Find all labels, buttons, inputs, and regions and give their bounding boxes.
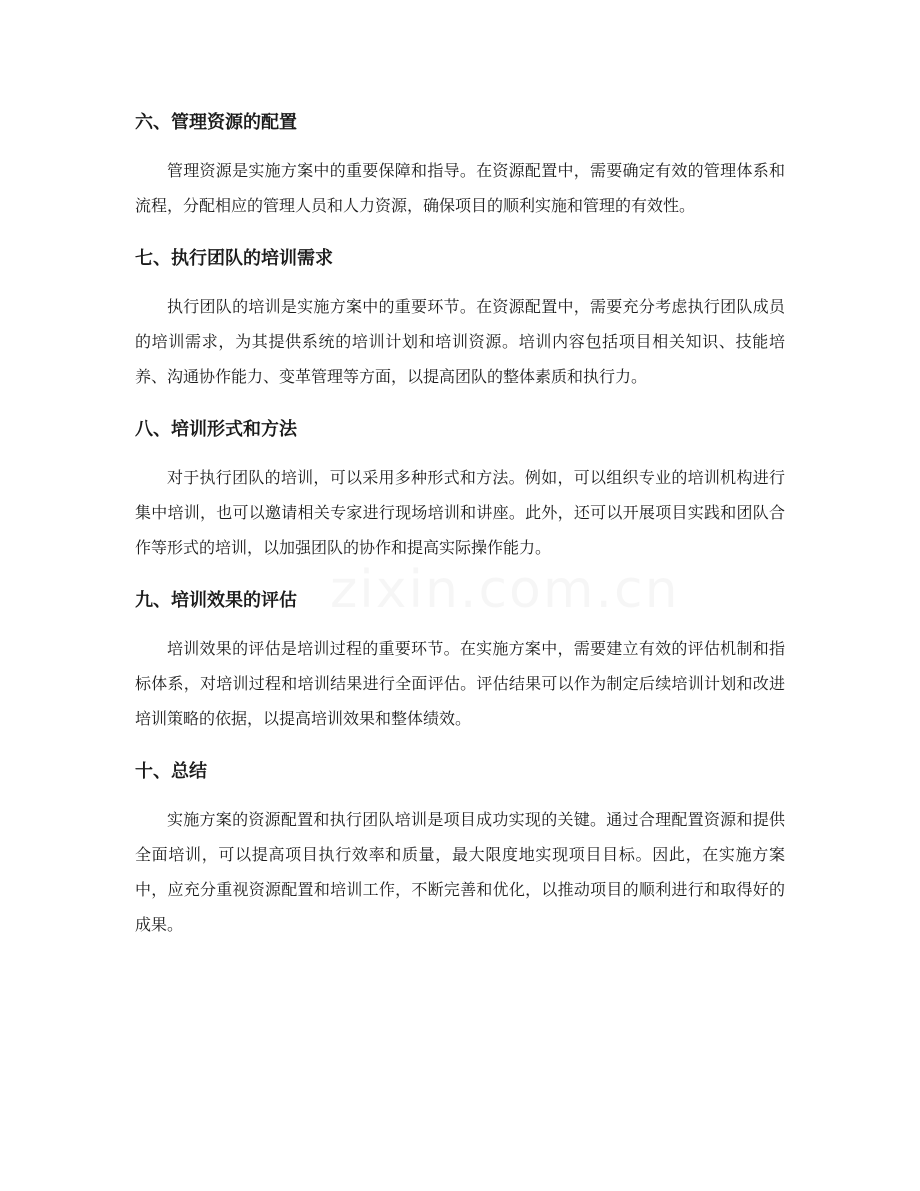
section-8 [135, 413, 785, 565]
section-paragraph: 实施方案的资源配置和执行团队培训是项目成功实现的关键。通过合理配置资源和提供全面培训，可以提高项目执行效率和质量，最大限度地实现项目目标。因此，在实施方案中，应充分重视资源配置和培训工作，不断完善和优化，以推动项目的顺利进行和取得好的成果。 [135, 810, 785, 934]
section-6 [135, 106, 785, 223]
section-heading: 六、管理资源的配置 [135, 112, 297, 133]
section-heading: 八、培训形式和方法 [135, 419, 297, 440]
section-heading: 十、总结 [135, 761, 207, 782]
section-paragraph: 执行团队的培训是实施方案中的重要环节。在资源配置中，需要充分考虑执行团队成员的培训需求，为其提供系统的培训计划和培训资源。培训内容包括项目相关知识、技能培养、沟通协作能力、变革管理等方面，以提高团队的整体素质和执行力。 [135, 297, 785, 386]
section-7 [135, 242, 785, 394]
section-paragraph: 管理资源是实施方案中的重要保障和指导。在资源配置中，需要确定有效的管理体系和流程，分配相应的管理人员和人力资源，确保项目的顺利实施和管理的有效性。 [135, 161, 785, 215]
section-paragraph: 培训效果的评估是培训过程的重要环节。在实施方案中，需要建立有效的评估机制和指标体系，对培训过程和培训结果进行全面评估。评估结果可以作为制定后续培训计划和改进培训策略的依据，以提高培训效果和整体绩效。 [135, 639, 785, 728]
section-paragraph: 对于执行团队的培训，可以采用多种形式和方法。例如，可以组织专业的培训机构进行集中培训，也可以邀请相关专家进行现场培训和讲座。此外，还可以开展项目实践和团队合作等形式的培训，以加强团队的协作和提高实际操作能力。 [135, 468, 785, 557]
section-10 [135, 755, 785, 942]
document-body [135, 106, 785, 961]
section-heading: 七、执行团队的培训需求 [135, 248, 333, 269]
section-heading: 九、培训效果的评估 [135, 590, 297, 611]
section-9 [135, 584, 785, 736]
